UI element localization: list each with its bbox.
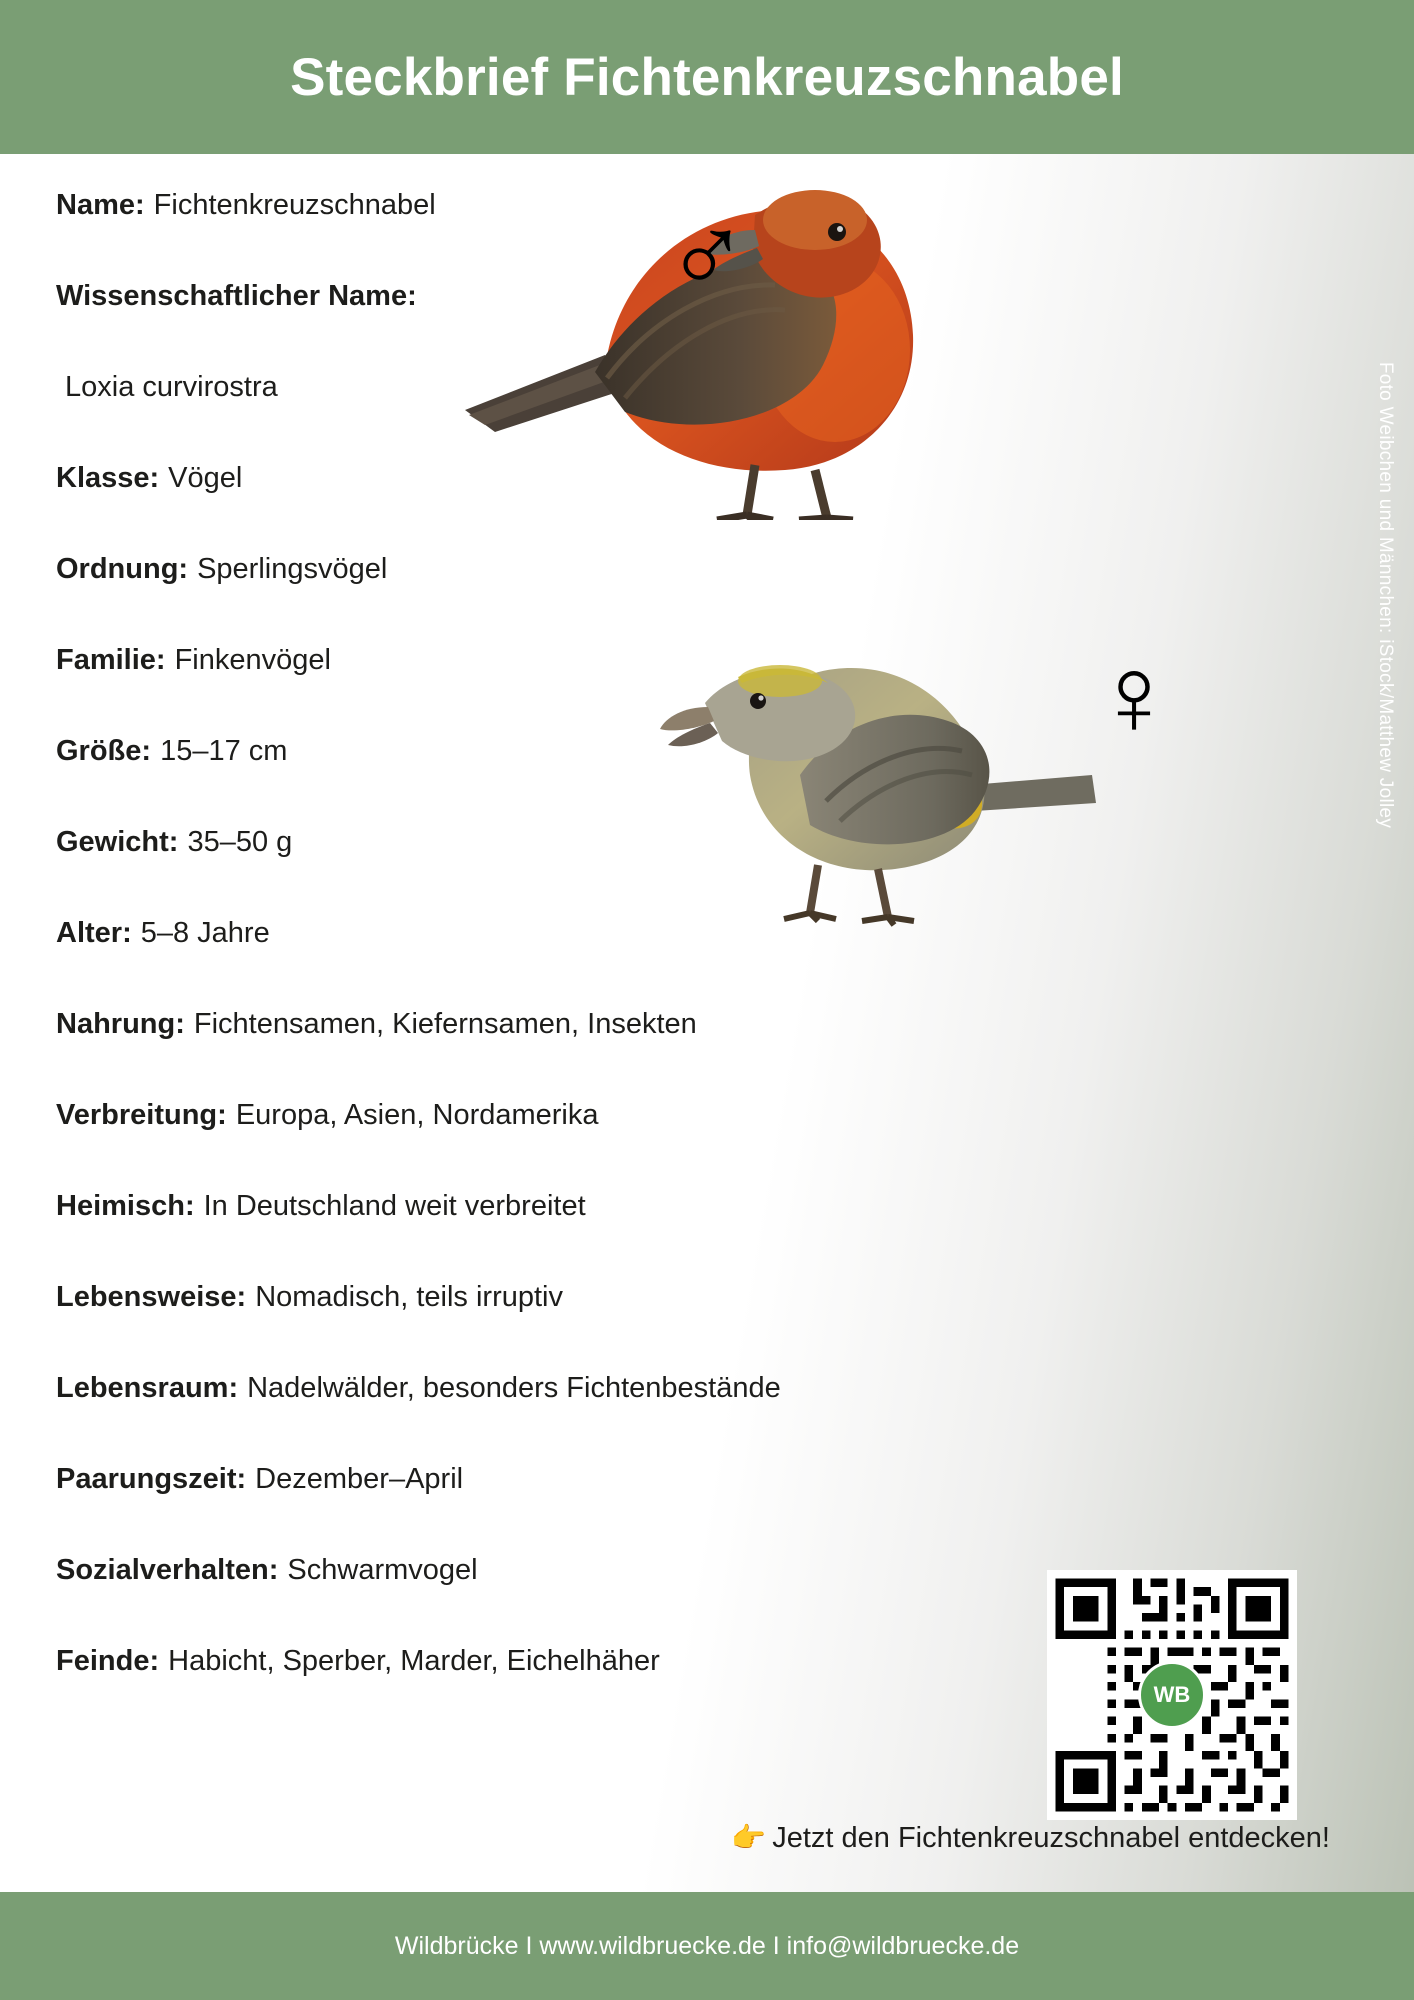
fact-row xyxy=(56,1555,986,1646)
fact-label: Gewicht: xyxy=(56,826,179,858)
female-gender-symbol: ♀ xyxy=(1092,633,1176,758)
fact-value: Sperlingsvögel xyxy=(197,553,388,585)
fact-value: Habicht, Sperber, Marder, Eichelhäher xyxy=(168,1645,660,1677)
fact-label: Nahrung: xyxy=(56,1008,185,1040)
page-title: Steckbrief Fichtenkreuzschnabel xyxy=(290,47,1124,107)
fact-row xyxy=(56,645,986,736)
fact-row xyxy=(56,1100,986,1191)
fact-value: Dezember–April xyxy=(255,1463,464,1495)
fact-value: Loxia curvirostra xyxy=(65,371,278,403)
fact-row xyxy=(56,1009,986,1100)
qr-code[interactable] xyxy=(1047,1570,1297,1820)
pointing-hand-icon: 👉 xyxy=(731,1822,767,1853)
fact-value: Schwarmvogel xyxy=(287,1554,478,1586)
fact-row xyxy=(56,1191,986,1282)
fact-label: Sozialverhalten: xyxy=(56,1554,279,1586)
fact-label: Feinde: xyxy=(56,1645,160,1677)
fact-value: Nadelwälder, besonders Fichtenbestände xyxy=(247,1372,781,1404)
fact-row xyxy=(56,372,986,463)
fact-value: Fichtensamen, Kiefernsamen, Insekten xyxy=(193,1008,697,1040)
page-footer xyxy=(0,1892,1414,2000)
fact-label: Ordnung: xyxy=(56,553,189,585)
fact-row xyxy=(56,1464,986,1555)
fact-row xyxy=(56,918,986,1009)
fact-label: Alter: xyxy=(56,917,132,949)
fact-row xyxy=(56,736,986,827)
fact-value: 35–50 g xyxy=(187,826,293,858)
wildbruecke-logo: WB xyxy=(1138,1661,1206,1729)
fact-label: Größe: xyxy=(56,735,152,767)
fact-row xyxy=(56,1646,986,1737)
fact-row xyxy=(56,281,986,372)
fact-label: Klasse: xyxy=(56,462,160,494)
facts-list xyxy=(56,190,986,1737)
male-gender-symbol: ♂ xyxy=(665,188,749,313)
fact-row xyxy=(56,463,986,554)
fact-label: Familie: xyxy=(56,644,166,676)
fact-value: Europa, Asien, Nordamerika xyxy=(235,1099,599,1131)
photo-credit-text: Foto Weibchen und Männchen: iStock/Matthew Jolley xyxy=(1375,361,1396,829)
fact-label: Lebensweise: xyxy=(56,1281,247,1313)
photo-credit xyxy=(1370,225,1400,965)
fact-row xyxy=(56,827,986,918)
fact-row xyxy=(56,554,986,645)
fact-value: Vögel xyxy=(168,462,243,494)
cta-text: Jetzt den Fichtenkreuzschnabel entdecken! xyxy=(772,1822,1330,1854)
fact-value: Fichtenkreuzschnabel xyxy=(153,189,436,221)
footer-text: Wildbrücke I www.wildbruecke.de I info@wildbruecke.de xyxy=(394,1931,1020,1960)
fact-label: Verbreitung: xyxy=(56,1099,227,1131)
fact-row xyxy=(56,190,986,281)
fact-label: Name: xyxy=(56,189,145,221)
fact-value: 15–17 cm xyxy=(160,735,288,767)
fact-value: In Deutschland weit verbreitet xyxy=(203,1190,586,1222)
fact-value: Nomadisch, teils irruptiv xyxy=(255,1281,564,1313)
fact-row xyxy=(56,1373,986,1464)
fact-label: Heimisch: xyxy=(56,1190,195,1222)
cta-line[interactable] xyxy=(0,1821,1330,1855)
qr-canvas xyxy=(1047,1570,1297,1820)
fact-value: 5–8 Jahre xyxy=(140,917,270,949)
fact-label: Paarungszeit: xyxy=(56,1463,247,1495)
fact-value: Finkenvögel xyxy=(174,644,331,676)
fact-label: Wissenschaftlicher Name: xyxy=(56,280,417,312)
fact-label: Lebensraum: xyxy=(56,1372,239,1404)
fact-row xyxy=(56,1282,986,1373)
